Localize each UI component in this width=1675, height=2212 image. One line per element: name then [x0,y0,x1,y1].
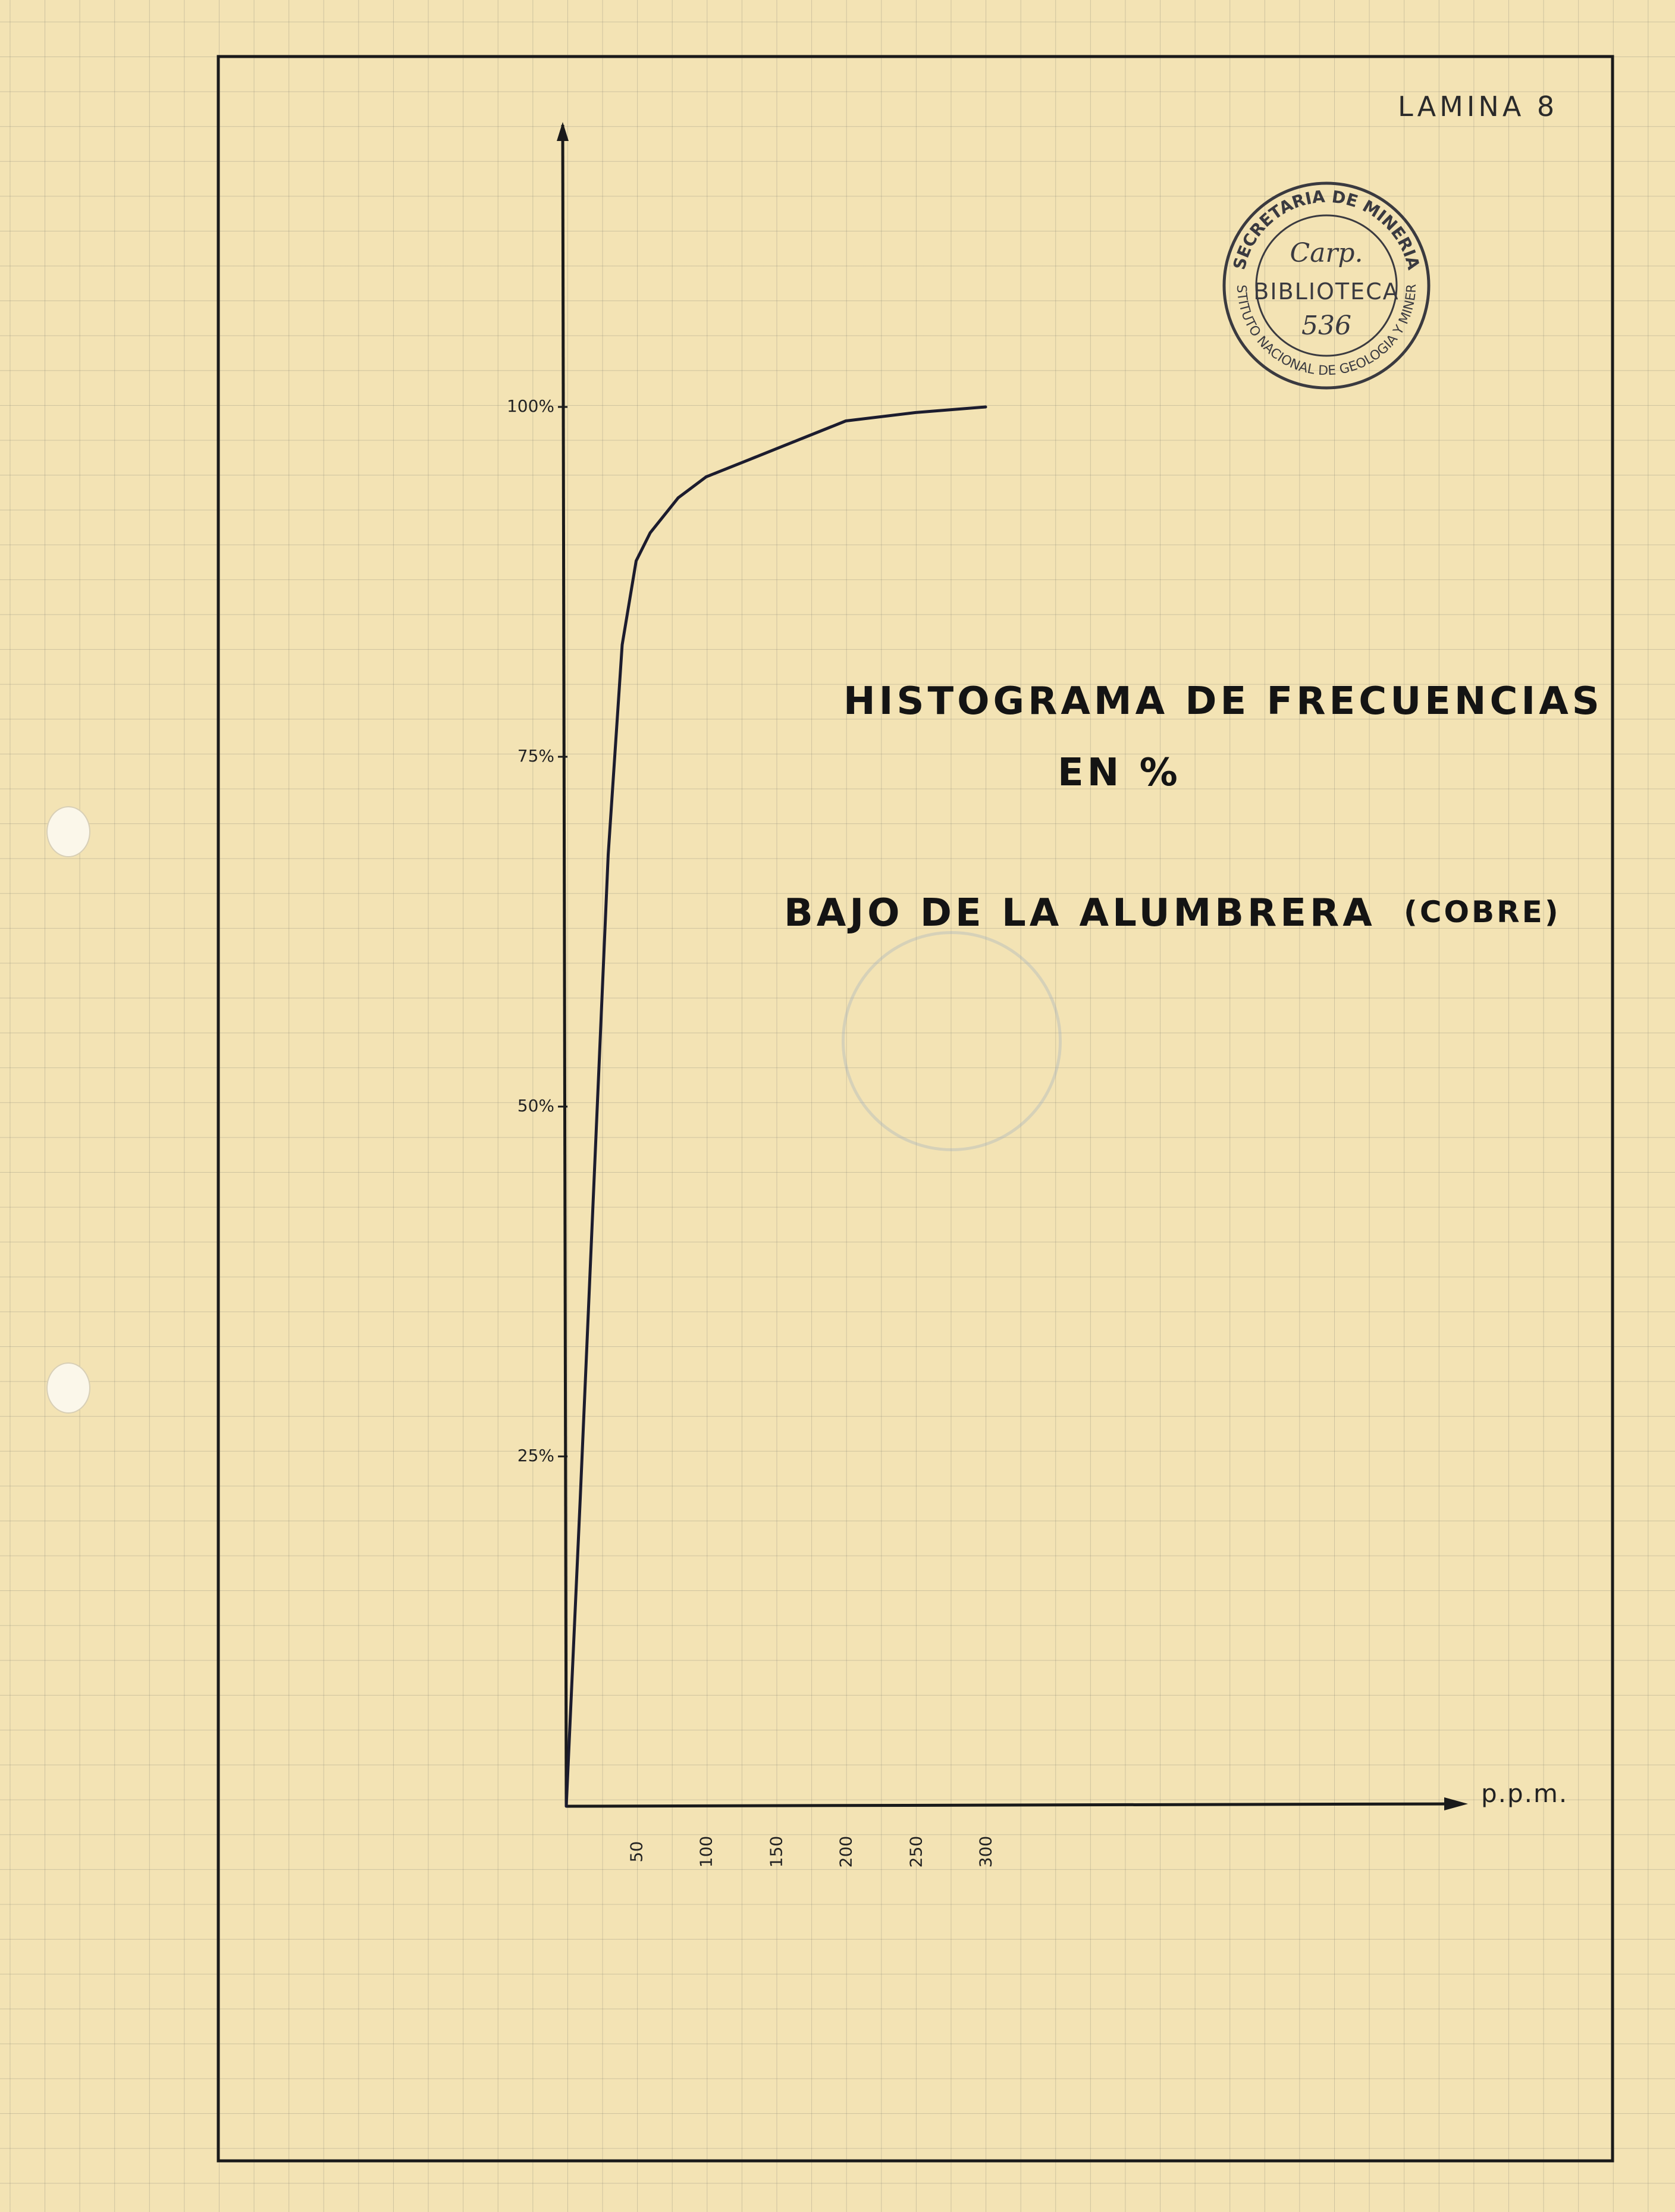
stamp-number-text: 536 [1301,311,1351,341]
x-axis-line [566,1804,1451,1806]
page-label: LAMINA 8 [1398,90,1558,123]
y-tick-label: 50% [517,1096,554,1116]
y-axis-line [563,125,566,1806]
y-tick-label: 75% [517,746,554,766]
stamp-ring-top-text: SECRETARIA DE MINERIA [1229,186,1424,272]
y-tick-label: 100% [506,396,554,416]
chart-series [566,407,986,1806]
x-axis-unit-label: p.p.m. [1481,1779,1569,1808]
cumulative-frequency-line [566,407,986,1806]
x-tick-label: 100 [696,1835,716,1868]
x-tick-label: 200 [836,1835,856,1868]
x-tick-label: 150 [766,1835,786,1868]
x-tick-label: 50 [626,1841,646,1863]
x-tick-label: 250 [906,1835,926,1868]
chart-element: (COBRE) [1404,895,1561,929]
chart-location: BAJO DE LA ALUMBRERA [784,891,1376,935]
x-axis-arrow [1444,1797,1468,1810]
stamp-ring-bottom-text: STITUTO NACIONAL DE GEOLOGIA Y MINER [1233,283,1420,379]
stamp-carp-text: Carp. [1290,238,1363,268]
chart-axes [557,122,1468,1810]
stamp-biblioteca-text: BIBLIOTECA [1253,278,1400,305]
y-axis-arrow [557,122,569,141]
chart-subtitle: EN % [1058,751,1181,795]
x-tick-label: 300 [975,1835,996,1868]
chart-title: HISTOGRAMA DE FRECUENCIAS [843,679,1603,723]
y-tick-label: 25% [517,1446,554,1465]
